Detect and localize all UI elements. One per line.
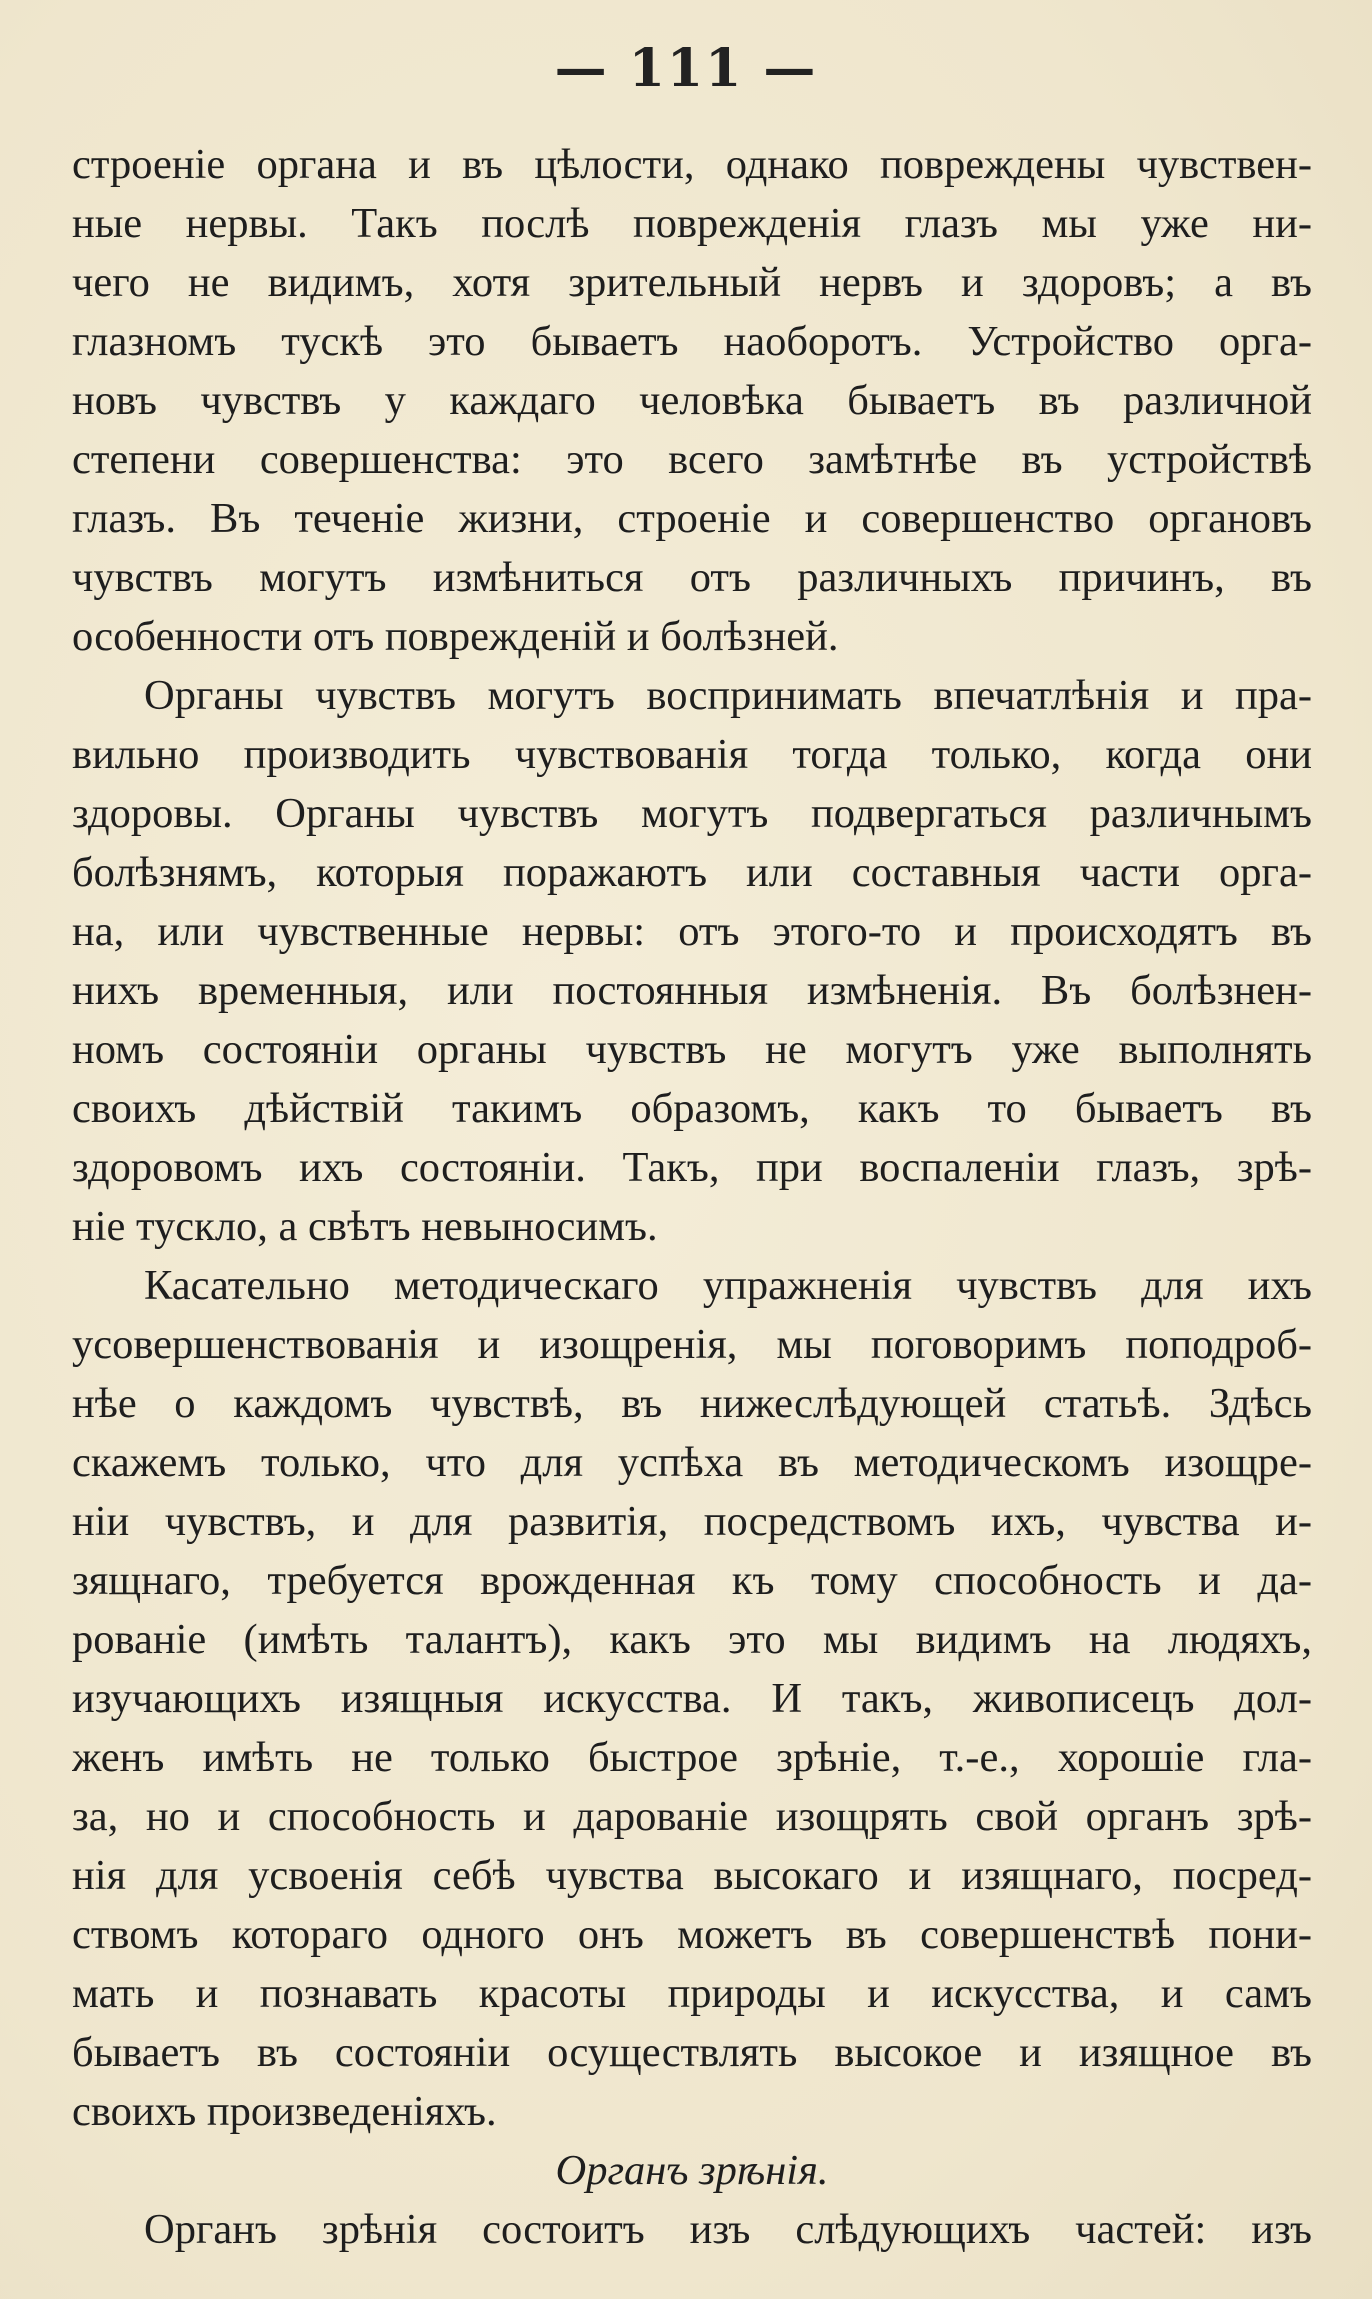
text-line: новъ чувствъ у каждаго человѣка бываетъ въ различной (72, 377, 1312, 424)
text-line: своихъ дѣйствій такимъ образомъ, какъ то бываетъ въ (72, 1085, 1312, 1132)
text-line: здоровомъ ихъ состояніи. Такъ, при воспаленіи глазъ, зрѣ- (72, 1144, 1312, 1191)
text-line: ніе тускло, а свѣтъ невыносимъ. (72, 1203, 658, 1250)
text-line: на, или чувственные нервы: отъ этого-то и происходятъ въ (72, 908, 1312, 955)
section-heading: Органъ зрѣнія. (555, 2147, 829, 2194)
text-line: глазъ. Въ теченіе жизни, строеніе и совершенство органовъ (72, 495, 1312, 542)
text-line: Касательно методическаго упражненія чувствъ для ихъ (144, 1262, 1312, 1309)
text-line: ніи чувствъ, и для развитія, посредствомъ ихъ, чувства и- (72, 1498, 1312, 1545)
text-line-final: Органъ зрѣнія состоитъ изъ слѣдующихъ частей: изъ (144, 2206, 1312, 2253)
text-line: нѣе о каждомъ чувствѣ, въ нижеслѣдующей статьѣ. Здѣсь (72, 1380, 1312, 1427)
text-line: номъ состояніи органы чувствъ не могутъ уже выполнять (72, 1026, 1312, 1073)
text-line: усовершенствованія и изощренія, мы поговоримъ поподроб- (72, 1321, 1312, 1368)
text-line: строеніе органа и въ цѣлости, однако повреждены чувствен- (72, 141, 1312, 188)
text-line: здоровы. Органы чувствъ могутъ подвергаться различнымъ (72, 790, 1312, 837)
page-number: — 111 — (554, 38, 818, 99)
text-line: за, но и способность и дарованіе изощрять свой органъ зрѣ- (72, 1793, 1312, 1840)
text-line: особенности отъ поврежденій и болѣзней. (72, 613, 839, 660)
text-line: рованіе (имѣть талантъ), какъ это мы видимъ на людяхъ, (72, 1616, 1312, 1663)
text-line: болѣзнямъ, которыя поражаютъ или составныя части орга- (72, 849, 1312, 896)
text-line: скажемъ только, что для успѣха въ методическомъ изощре- (72, 1439, 1312, 1486)
text-line: своихъ произведеніяхъ. (72, 2088, 497, 2135)
text-line: Органы чувствъ могутъ воспринимать впечатлѣнія и пра- (144, 672, 1312, 719)
text-line: изучающихъ изящныя искусства. И такъ, живописецъ дол- (72, 1675, 1312, 1722)
text-line: вильно производить чувствованія тогда только, когда они (72, 731, 1312, 778)
text-line: женъ имѣть не только быстрое зрѣніе, т.-е., хорошіе гла- (72, 1734, 1312, 1781)
body-text (72, 135, 1312, 2259)
text-lines (72, 135, 1312, 2141)
text-line: ные нервы. Такъ послѣ поврежденія глазъ мы уже ни- (72, 200, 1312, 247)
text-line: зящнаго, требуется врожденная къ тому способность и да- (72, 1557, 1312, 1604)
text-line: степени совершенства: это всего замѣтнѣе въ устройствѣ (72, 436, 1312, 483)
text-line: бываетъ въ состояніи осуществлять высокое и изящное въ (72, 2029, 1312, 2076)
text-line: чувствъ могутъ измѣниться отъ различныхъ причинъ, въ (72, 554, 1312, 601)
text-line: ствомъ котораго одного онъ можетъ въ совершенствѣ пони- (72, 1911, 1312, 1958)
text-line: глазномъ тускѣ это бываетъ наоборотъ. Устройство орга- (72, 318, 1312, 365)
text-line: нихъ временныя, или постоянныя измѣненія. Въ болѣзнен- (72, 967, 1312, 1014)
text-line: нія для усвоенія себѣ чувства высокаго и изящнаго, посред- (72, 1852, 1312, 1899)
text-line: чего не видимъ, хотя зрительный нервъ и здоровъ; а въ (72, 259, 1312, 306)
text-line: мать и познавать красоты природы и искусства, и самъ (72, 1970, 1312, 2017)
